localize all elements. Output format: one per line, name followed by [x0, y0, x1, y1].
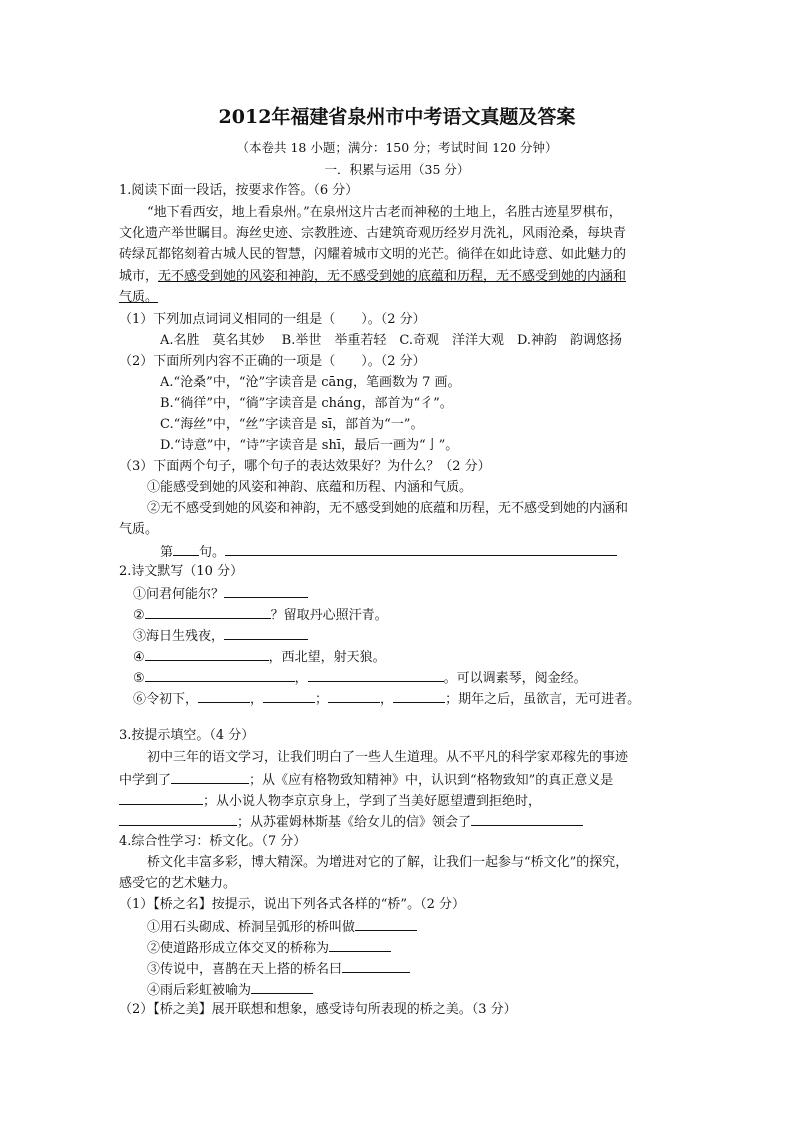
q2-blank-3[interactable]	[224, 626, 308, 640]
q3-blank-3[interactable]	[119, 812, 237, 826]
q1-sub2-option-d: D.“诗意”中，“诗”字读音是 shī，最后一画为“亅”。	[160, 438, 459, 453]
answer-blank-reason[interactable]	[225, 542, 617, 556]
q2-line-2-num: ②	[133, 608, 145, 623]
q2-line-5-comma: ，	[294, 671, 308, 686]
q4-item-2-text: ②使道路形成立体交叉的桥称为	[147, 941, 330, 956]
q3-line-1: 初中三年的语文学习，让我们明白了一些人生道理。从不平凡的科学家邓稼先的事迹	[147, 750, 629, 765]
q1-passage-line-4-start: 城市，	[119, 269, 159, 284]
q2-line-4	[133, 647, 386, 667]
q4-stem: 4.综合性学习：桥文化。（7 分）	[119, 834, 307, 849]
q1-sub3-sentence-2a: ②无不感受到她的风姿和神韵，无不感受到她的底蕴和历程，无不感受到她的内涵和	[147, 501, 629, 516]
q1-passage-line-1: “地下看西安，地上看泉州。”在泉州这片古老而神秘的土地上，名胜古迹星罗棋布，	[147, 205, 622, 220]
q1-sub2-option-c: C.“海丝”中，“丝”字读音是 sī，部首为“一”。	[160, 417, 424, 432]
q2-blank-6b[interactable]	[263, 689, 315, 703]
q3-line-2-start: 中学到了	[119, 773, 172, 788]
q1-sub3-sentence-2b: 气质。	[119, 522, 159, 537]
q2-blank-5b[interactable]	[308, 668, 444, 682]
q3-line-4	[119, 812, 583, 832]
q4-item-3-text: ③传说中，喜鹊在天上搭的桥名曰	[147, 962, 343, 977]
q2-line-3	[133, 626, 308, 646]
q4-intro-2: 感受它的艺术魅力。	[119, 876, 237, 891]
q2-line-2	[133, 605, 388, 625]
q1-sub2-option-b: B.“徜徉”中，“徜”字读音是 cháng，部首为“彳”。	[160, 396, 453, 411]
q3-line-2	[119, 770, 613, 790]
q2-line-6-sep-2: ；	[315, 692, 329, 707]
q2-line-6-sep-3: ，	[380, 692, 394, 707]
q1-stem: 1.阅读下面一段话，按要求作答。（6 分）	[119, 183, 359, 198]
q2-line-1-text: ①问君何能尔？	[133, 587, 225, 602]
q1-sub3-stem: （3）下面两个句子，哪个句子的表达效果好？为什么？（2 分）	[119, 459, 491, 474]
q1-sub1-options: A.名胜 莫名其妙 B.举世 举重若轻 C.奇观 洋洋大观 D.神韵 韵调悠扬	[160, 333, 623, 348]
q2-blank-6d[interactable]	[393, 689, 445, 703]
q3-blank-1[interactable]	[171, 770, 249, 784]
q2-line-5	[133, 668, 587, 688]
q2-blank-2[interactable]	[145, 605, 271, 619]
q2-line-6-start: ⑥令初下，	[133, 692, 199, 707]
answer-prefix: 第	[160, 545, 174, 560]
q1-passage-line-4	[119, 268, 626, 286]
q4-item-1	[147, 917, 417, 937]
answer-mid: 句。	[199, 545, 226, 560]
q2-line-6-end: ；期年之后，虽欲言，无可进者。	[445, 692, 641, 707]
q1-sub1-stem: （1）下列加点词词义相同的一组是（ ）。（2 分）	[119, 312, 426, 327]
q2-line-6-sep-1: ，	[250, 692, 264, 707]
q2-stem: 2.诗文默写（10 分）	[119, 564, 244, 579]
q2-line-4-text: ，西北望，射天狼。	[268, 650, 386, 665]
exam-info: （本卷共 18 小题；满分：150 分；考试时间 120 分钟）	[236, 140, 558, 155]
q2-line-1	[133, 584, 308, 604]
q2-line-6	[133, 689, 640, 709]
q1-passage-line-5	[119, 289, 158, 307]
q4-item-2	[147, 938, 391, 958]
q3-line-2-text: ；从《应有格物致知精神》中，认识到“格物致知”的真正意义是	[249, 773, 614, 788]
q3-line-3	[119, 791, 541, 811]
q2-blank-6c[interactable]	[328, 689, 380, 703]
q1-sub3-answer-line	[160, 542, 617, 562]
q4-blank-2[interactable]	[329, 938, 391, 952]
q2-line-5-num: ⑤	[133, 671, 145, 686]
answer-blank-number[interactable]	[173, 542, 199, 556]
q3-stem: 3.按提示填空。（4 分）	[119, 728, 255, 743]
q2-line-3-text: ③海日生残夜，	[133, 629, 225, 644]
q2-blank-4[interactable]	[145, 647, 269, 661]
q1-passage-underlined-1: 无不感受到她的风姿和神韵，无不感受到她的底蕴和历程，无不感受到她的内涵和	[158, 269, 627, 284]
q4-item-3	[147, 959, 410, 979]
q1-sub2-option-a: A.“沧桑”中，“沧”字读音是 cāng，笔画数为 7 画。	[160, 375, 461, 390]
q4-sub2-stem: （2）【桥之美】展开联想和想象，感受诗句所表现的桥之美。（3 分）	[119, 1002, 517, 1017]
q4-blank-4[interactable]	[251, 980, 313, 994]
q3-line-3-text: ；从小说人物李京京身上，学到了当美好愿望遭到拒绝时，	[203, 794, 542, 809]
q4-item-1-text: ①用石头砌成、桥洞呈弧形的桥叫做	[147, 920, 356, 935]
q3-blank-4[interactable]	[471, 812, 583, 826]
q4-item-4-text: ④雨后彩虹被喻为	[147, 983, 252, 998]
section-heading: 一．积累与运用（35 分）	[324, 162, 470, 177]
q2-line-2-text: ？留取丹心照汗青。	[270, 608, 388, 623]
q4-intro-1: 桥文化丰富多彩，博大精深。为增进对它的了解，让我们一起参与“桥文化”的探究，	[147, 855, 629, 870]
q4-item-4	[147, 980, 313, 1000]
q4-sub1-stem: （1）【桥之名】按提示，说出下列各式各样的“桥”。（2 分）	[119, 897, 465, 912]
q1-passage-underlined-2: 气质。	[119, 290, 159, 305]
q4-blank-3[interactable]	[342, 959, 410, 973]
q1-sub2-stem: （2）下面所列内容不正确的一项是（ ）。（2 分）	[119, 354, 426, 369]
q1-passage-line-3: 砖绿瓦都铭刻着古城人民的智慧，闪耀着城市文明的光芒。徜徉在如此诗意、如此魅力的	[119, 247, 627, 262]
q2-line-4-num: ④	[133, 650, 145, 665]
q1-sub3-sentence-1: ①能感受到她的风姿和神韵、底蕴和历程、内涵和气质。	[147, 480, 473, 495]
q2-blank-1[interactable]	[224, 584, 308, 598]
q3-blank-2[interactable]	[119, 791, 203, 805]
q2-blank-5a[interactable]	[145, 668, 295, 682]
page-title: 2012年福建省泉州市中考语文真题及答案	[218, 106, 576, 128]
q2-line-5-text: 。可以调素琴，阅金经。	[443, 671, 587, 686]
q2-blank-6a[interactable]	[198, 689, 250, 703]
q3-line-4-text: ；从苏霍姆林斯基《给女儿的信》领会了	[237, 815, 472, 830]
q4-blank-1[interactable]	[355, 917, 417, 931]
q1-passage-line-2: 文化遗产举世瞩目。海丝史迹、宗教胜迹、古建筑奇观历经岁月洗礼，风雨沧桑，每块青	[119, 226, 627, 241]
